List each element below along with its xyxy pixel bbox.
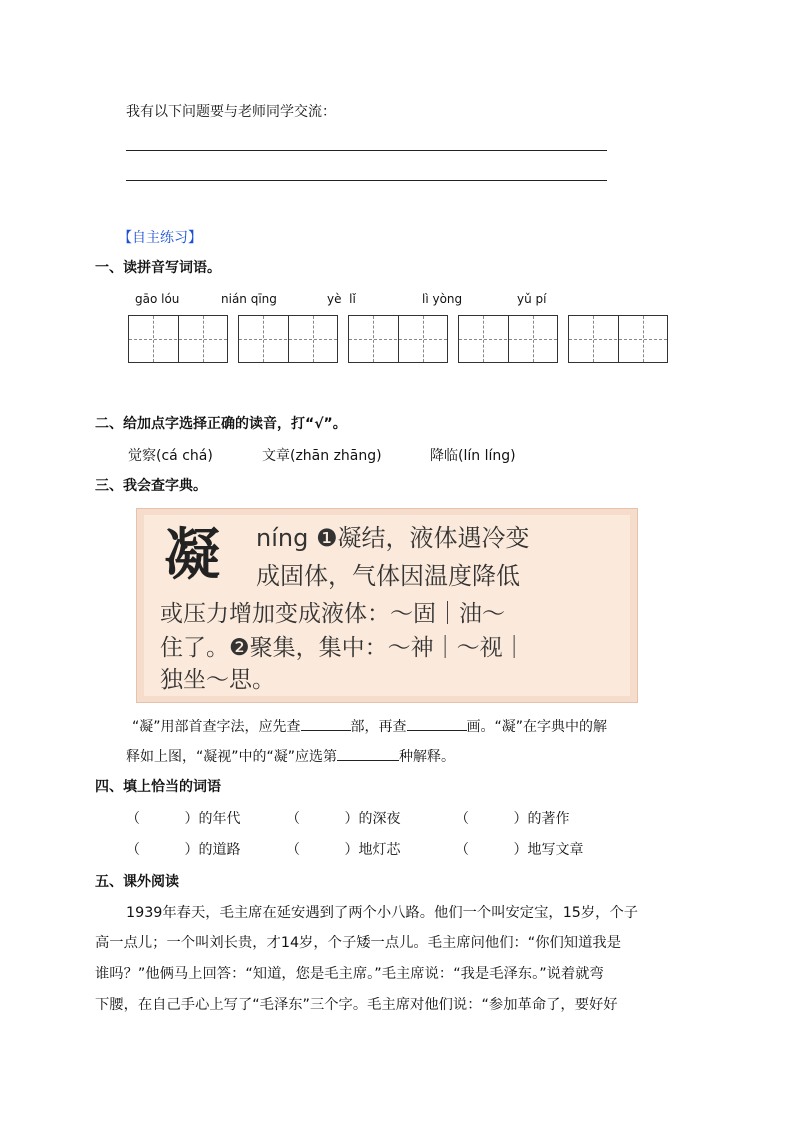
reading-line-4: 下腰，在自己手心上写了“毛泽东”三个字。毛主席对他们说：“参加革命了，要好好	[95, 997, 618, 1013]
q1-title: 一、读拼音写词语。	[95, 260, 221, 276]
q4-phrase-6[interactable]: （ ）地写文章	[455, 842, 584, 858]
blank-meaning[interactable]	[337, 746, 399, 761]
writing-grid-1[interactable]	[128, 315, 228, 363]
question-prompt: 我有以下问题要与老师同学交流：	[126, 104, 336, 120]
q3-sentence-line-2: 释如上图，“凝视”中的“凝”应选第 种解释。	[126, 746, 455, 767]
q3-sentence-line-1: “凝”用部首查字法，应先查 部，再查 画。“凝”在字典中的解	[132, 716, 607, 737]
answer-line-1[interactable]	[126, 150, 607, 151]
dict-line-1: níng ❶凝结，液体遇冷变	[256, 524, 530, 552]
pinyin-2: nián qīng	[221, 292, 277, 306]
q4-phrase-1[interactable]: （ ）的年代	[126, 811, 241, 827]
dict-line-5: 独坐～思。	[160, 667, 275, 693]
pinyin-1: gāo lóu	[135, 292, 180, 306]
pinyin-5: yǔ pí	[517, 292, 547, 306]
writing-grid-4[interactable]	[458, 315, 558, 363]
q4-title: 四、填上恰当的词语	[95, 779, 221, 795]
reading-line-3: 谁吗？”他俩马上回答：“知道，您是毛主席。”毛主席说：“我是毛泽东。”说着就弯	[95, 966, 604, 982]
q2-item-1[interactable]: 觉察(cá chá)	[128, 448, 213, 464]
q2-item-2[interactable]: 文章(zhān zhāng)	[262, 448, 382, 464]
dict-line-2: 成固体，气体因温度降低	[256, 562, 520, 590]
reading-line-1: 1939年春天，毛主席在延安遇到了两个小八路。他们一个叫安定宝，15岁，个子	[126, 905, 639, 921]
section-header: 【自主练习】	[118, 230, 202, 246]
dict-line-3: 或压力增加变成液体：～固｜油～	[160, 601, 505, 627]
blank-strokes[interactable]	[407, 716, 467, 731]
q4-phrase-3[interactable]: （ ）的著作	[455, 811, 570, 827]
q4-phrase-5[interactable]: （ ）地灯芯	[286, 842, 401, 858]
dictionary-entry-image	[136, 508, 638, 703]
q5-title: 五、课外阅读	[95, 874, 179, 890]
reading-line-2: 高一点儿；一个叫刘长贵，才14岁，个子矮一点儿。毛主席问他们：“你们知道我是	[95, 935, 621, 951]
q4-phrase-2[interactable]: （ ）的深夜	[286, 811, 401, 827]
q3-title: 三、我会查字典。	[95, 478, 207, 494]
dictionary-headword: 凝	[164, 522, 220, 588]
writing-grid-5[interactable]	[568, 315, 668, 363]
q4-phrase-4[interactable]: （ ）的道路	[126, 842, 241, 858]
pinyin-3: yè lǐ	[327, 292, 356, 306]
writing-grid-3[interactable]	[348, 315, 448, 363]
blank-radical[interactable]	[301, 716, 351, 731]
pinyin-4: lì yòng	[422, 292, 463, 306]
q2-title: 二、给加点字选择正确的读音，打“√”。	[95, 416, 347, 432]
q2-item-3[interactable]: 降临(lín líng)	[430, 448, 516, 464]
dict-line-4: 住了。❷聚集，集中：～神｜～视｜	[160, 635, 526, 661]
writing-grid-2[interactable]	[238, 315, 338, 363]
answer-line-2[interactable]	[126, 180, 607, 181]
